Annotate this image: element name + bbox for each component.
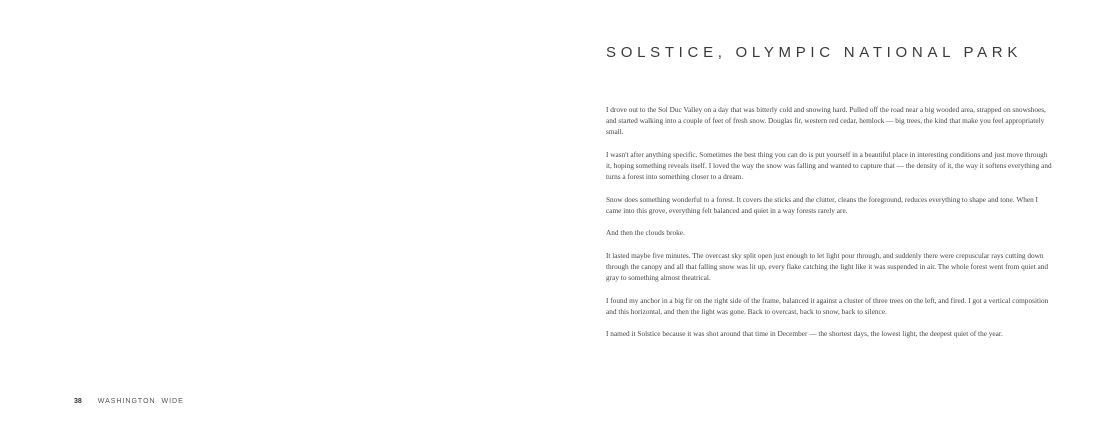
page-number: 38: [74, 398, 82, 405]
page-title: SOLSTICE, OLYMPIC NATIONAL PARK: [606, 44, 1023, 61]
article-body: [606, 104, 1054, 351]
paragraph: Snow does something wonderful to a forest. It covers the sticks and the clutter, cleans the foreground, reduces everything to shape and tone. When I came into this grove, everything felt balanced and quiet in a way forests rarely are.: [606, 194, 1038, 215]
paragraph: I wasn't after anything specific. Sometimes the best thing you can do is put yourself in a beautiful place in interesting conditions and just move through it, hoping something reveals itself. I loved the way the snow was falling and wanted to capture that — the density of it, the way it softens everything and turns a forest into something closer to a dream.: [606, 149, 1052, 181]
running-head: WASHINGTON WIDE: [97, 398, 184, 405]
paragraph: It lasted maybe five minutes. The overcast sky split open just enough to let light pour through, and suddenly there were crepuscular rays cutting down through the canopy and all that falling snow was lit up, every flake catching the light like it was suspended in air. The whole forest went from quiet and gray to something almost theatrical.: [606, 250, 1049, 283]
page-footer: [74, 398, 184, 405]
paragraph: And then the clouds broke.: [606, 228, 685, 238]
paragraph: I found my anchor in a big fir on the right side of the frame, balanced it against a cluster of three trees on the left, and fired. I got a vertical composition and this horizontal, and then the light was gone. Back to overcast, back to snow, back to silence.: [606, 295, 1049, 316]
paragraph: I drove out to the Sol Duc Valley on a day that was bitterly cold and snowing hard. Pulled off the road near a big wooded area, strapped on snowshoes, and started walking into a couple of feet of fresh snow. Douglas fir, western red cedar, hemlock — big trees, the kind that make you feel appropriately small.: [606, 105, 1046, 137]
paragraph: I named it Solstice because it was shot around that time in December — the shortest days, the lowest light, the deepest quiet of the year.: [606, 329, 1003, 339]
